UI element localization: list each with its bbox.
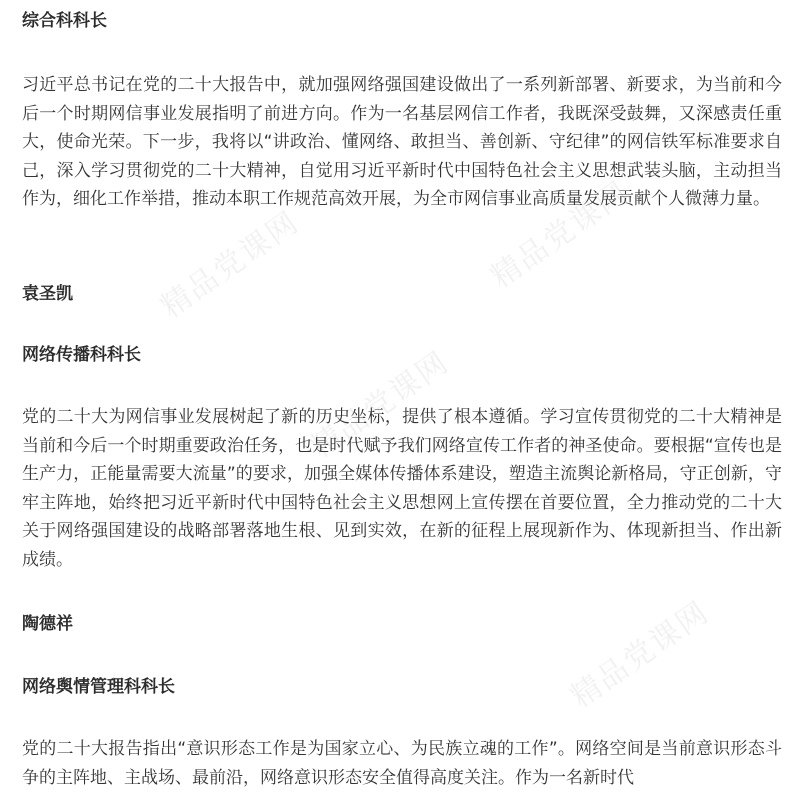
watermark: 精品党课网 (484, 174, 636, 296)
section-paragraph: 党的二十大为网信事业发展树起了新的历史坐标，提供了根本遵循。学习宣传贯彻党的二十大精神是当前和今后一个时期重要政治任务，也是时代赋予我们网络宣传工作者的神圣使命。要根据“宣传也是生产力，正能量需要大流量”的要求，加强全媒体传播体系建设，塑造主流舆论新格局，守正创新，守牢主阵地，始终把习近平新时代中国特色社会主义思想网上宣传摆在首要位置，全力推动党的二十大关于网络强国建设的战略部署落地生根、见到实效，在新的征程上展现新作为、体现新担当、作出新成绩。 (22, 407, 782, 570)
watermark: 精品党课网 (304, 344, 456, 466)
section-title: 网络舆情管理科科长 (22, 677, 175, 697)
person-name: 陶德祥 (22, 614, 73, 634)
section-paragraph: 党的二十大报告指出“意识形态工作是为国家立心、为民族立魂的工作”。网络空间是当前意识形态斗争的主阵地、主战场、最前沿，网络意识形态安全值得高度关注。作为一名新时代 (22, 739, 782, 788)
section-paragraph: 习近平总书记在党的二十大报告中，就加强网络强国建设做出了一系列新部署、新要求，为当前和今后一个时期网信事业发展指明了前进方向。作为一名基层网信工作者，我既深受鼓舞，又深感责任重大，使命光荣。下一步，我将以“讲政治、懂网络、敢担当、善创新、守纪律”的网信铁军标准要求自己，深入学习贯彻党的二十大精神，自觉用习近平新时代中国特色社会主义思想武装头脑，主动担当作为，细化工作举措，推动本职工作规范高效开展，为全市网信事业高质量发展贡献个人微薄力量。 (22, 75, 782, 209)
person-name: 袁圣凯 (22, 284, 73, 304)
watermark: 精品党课网 (564, 594, 716, 716)
section-title: 综合科科长 (22, 11, 107, 31)
section-title: 网络传播科科长 (22, 345, 141, 365)
watermark: 精品党课网 (154, 204, 306, 326)
